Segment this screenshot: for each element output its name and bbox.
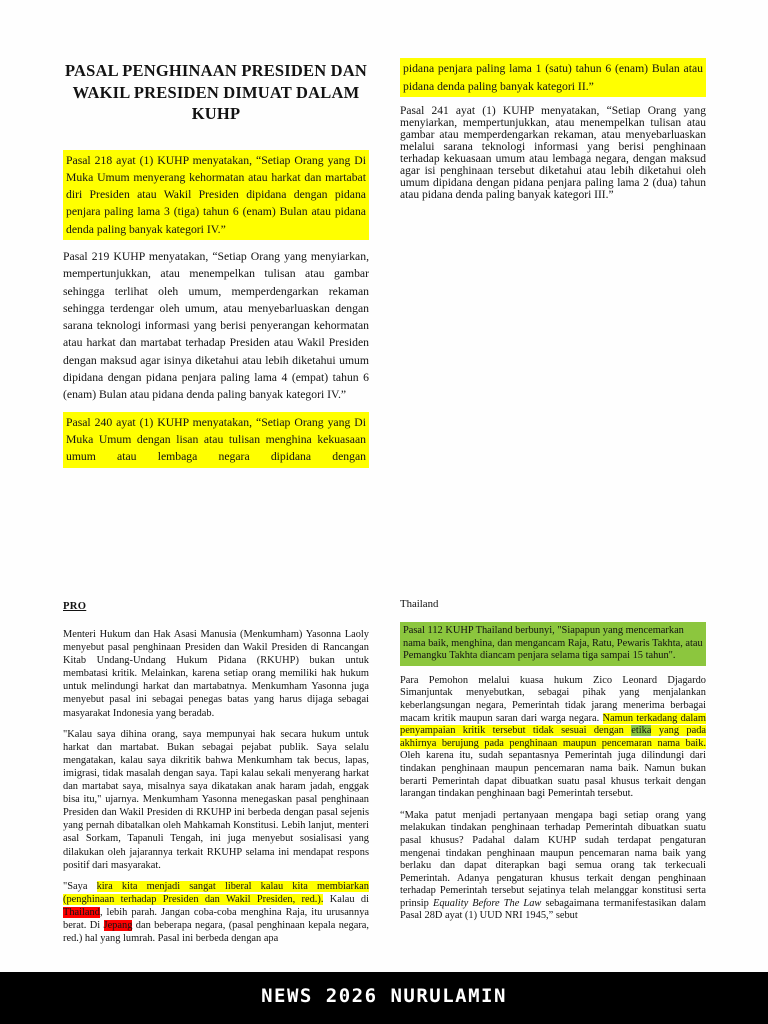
title-line-2: WAKIL PRESIDEN DIMUAT DALAM — [72, 82, 360, 102]
text-segment-plain: Para Pemohon melalui kuasa hukum Zico Leonard Djagardo Simanjuntak menyebutkan, sebagai pihak yang menjalankan keberlangsungan negara, Pemerintah tidak jarang menerima berbagai macam kritik maupun saran dari warga negara. — [400, 674, 706, 724]
text-segment-plain: Oleh karena itu, sudah sepantasnya Pemerintah juga dilindungi dari tindakan penghinaan maupun pencemaran nama baik. Namun bukan berarti Pemerintah dapat dibuatkan suatu pasal khusus terkait dengan larangan tindakan penghinaan bagi Pemerintah tersebut. — [400, 750, 706, 800]
pasal-240-continuation-highlighted: pidana penjara paling lama 1 (satu) tahun 6 (enam) Bulan atau pidana denda paling banyak kategori II.” — [400, 58, 706, 97]
text-segment-red: Thailand — [63, 906, 100, 918]
article-title — [63, 60, 369, 125]
footer-watermark: NEWS 2026 NURULAMIN — [261, 985, 507, 1007]
text-segment-plain: dan beberapa negara, (pasal penghinaan kepala negara, red.) hal yang lumrah. Pasal ini berbeda dengan apa — [63, 919, 369, 945]
pasal-219-paragraph: Pasal 219 KUHP menyatakan, “Setiap Orang yang menyiarkan, mempertunjukkan, atau menempelkan tulisan atau gambar sehingga terlihat oleh umum, memperdengarkan rekaman sehingga terdengar oleh umum, atau menyebarluaskan dengan sarana teknologi informasi yang berisi penyerangan kehormatan atau harkat dan martabat terhadap Presiden atau Wakil Presiden dengan maksud agar isinya diketahui atau lebih diketahui umum dipidana dengan pidana penjara paling lama 4 (empat) tahun 6 (enam) Bulan atau pidana denda paling banyak kategori IV.” — [63, 249, 369, 402]
pro-paragraph-3 — [63, 880, 369, 945]
text-segment-italic: Equality Before The Law — [432, 897, 542, 909]
footer-bar — [0, 972, 768, 1024]
right-column-top — [400, 58, 706, 201]
pasal-112-thailand-highlighted-paragraph: Pasal 112 KUHP Thailand berbunyi, "Siapapun yang mencemarkan nama baik, menghina, dan mengancam Raja, Ratu, Pewaris Takhta, atau Pemangku Takhta diancam penjara selama tiga sampai 15 tahun". — [400, 622, 706, 666]
text-segment-green: etika — [631, 725, 652, 737]
text-segment-yellow: Namun terkadang dalam penyampaian kritik tersebut tidak sesuai dengan — [400, 712, 706, 737]
text-segment-yellow: yang pada akhirnya berujung pada penghinaan maupun pencemaran nama baik. — [400, 725, 706, 749]
text-segment-plain: “Maka patut menjadi pertanyaan mengapa bagi setiap orang yang melakukan tindakan penghinaan terhadap Pemerintah dibuatkan suatu pasal khusus? Padahal dalam KUHP sudah terdapat pengaturan mengenai tindakan penghinaan maupun pencemaran nama baik yang berlaku dan dapat diterapkan bagi semua orang tak terkecuali Pemerintah. Adanya pengaturan khusus terkait dengan penghinaan terhadap Pemerintah tersebut sejatinya telah melanggar konstitusi serta prinsip — [400, 809, 706, 909]
text-segment-plain: Kalau di — [323, 893, 369, 905]
text-segment-plain: sebagaimana termanifestasikan dalam Pasal 28D ayat (1) UUD NRI 1945,” sebut — [400, 897, 706, 922]
pro-section-heading: PRO — [63, 601, 87, 612]
pasal-218-highlighted-paragraph: Pasal 218 ayat (1) KUHP menyatakan, “Setiap Orang yang Di Muka Umum menyerang kehormatan atau harkat dan martabat diri Presiden atau Wakil Presiden dipidana dengan pidana penjara paling lama 3 (tiga) tahun 6 (enam) Bulan atau pidana denda paling banyak kategori IV.” — [63, 150, 369, 240]
text-segment-yellow: kira kita menjadi sangat liberal kalau kita membiarkan (penghinaan terhadap Presiden dan Wakil Presiden, red.). — [63, 880, 369, 905]
title-line-3: KUHP — [191, 104, 241, 123]
title-line-1: PASAL PENGHINAAN PRESIDEN DAN — [64, 61, 368, 80]
pasal-240-highlighted-paragraph: Pasal 240 ayat (1) KUHP menyatakan, “Setiap Orang yang Di Muka Umum dengan lisan atau tulisan menghina kekuasaan umum atau lembaga negara dipidana dengan — [63, 412, 369, 468]
pro-paragraph-1: Menteri Hukum dan Hak Asasi Manusia (Menkumham) Yasonna Laoly menyebut pasal penghinaan Presiden dan Wakil Presiden di Rancangan Kitab Undang-Undang Hukum Pidana (RKUHP) bukan untuk membatasi kritik. Melainkan, karena setiap orang memiliki hak hukum untuk melindungi harkat dan martabatnya. Menkumham Yasonna juga menyebut pasal ini sebagai penegas batas yang harus dijaga sebagai masyarakat Indonesia yang beradab. — [63, 629, 369, 719]
text-segment-plain: , lebih parah. Jangan coba-coba menghina Raja, itu urusannya berat. Di — [63, 906, 369, 931]
text-segment-red: Jepang — [103, 919, 133, 931]
left-column-top — [63, 60, 369, 476]
pro-paragraph-2: "Kalau saya dihina orang, saya mempunyai hak secara hukum untuk harkat dan martabat. Bukan sebagai pejabat publik. Saya selalu mengatakan, kalau saya dikritik bahwa Menkumham tak becus, lapas, imigrasi, tidak masalah dengan saya. Tapi kalau sekali menyerang harkat dan martabat saya, misalnya saya dikatakan anak haram jadah, enggak bisa itu," ujarnya. Menkumham Yasonna menegaskan pasal penghinaan Presiden dan Wakil Presiden di RKUHP ini berbeda dengan pasal sejenis yang pernah dibatalkan oleh Mahkamah Konstitusi. Lebih lanjut, menteri asal Sorkam, Tapanuli Tengah, ini juga menyebut sosialisasi yang dilakukan oleh jajarannya terkait RKUHP selama ini mendapat respons positif dari masyarakat. — [63, 728, 369, 871]
text-segment-plain: "Saya — [63, 880, 97, 892]
thailand-section — [400, 598, 706, 932]
thailand-paragraph-2 — [400, 675, 706, 801]
pro-section — [63, 601, 369, 953]
thailand-section-heading: Thailand — [400, 598, 439, 610]
thailand-paragraph-3 — [400, 810, 706, 923]
pasal-241-paragraph: Pasal 241 ayat (1) KUHP menyatakan, “Setiap Orang yang menyiarkan, mempertunjukkan, atau menempelkan tulisan atau gambar atau memperdengarkan rekaman, atau menyebarluaskan melalui sarana teknologi informasi yang berisi penghinaan terhadap kekuasaan umum atau lembaga negara, dengan maksud agar isi penghinaan tersebut diketahui atau lebih diketahui oleh umum dipidana dengan pidana penjara paling lama 2 (dua) tahun atau pidana denda paling banyak kategori III.” — [400, 105, 706, 201]
